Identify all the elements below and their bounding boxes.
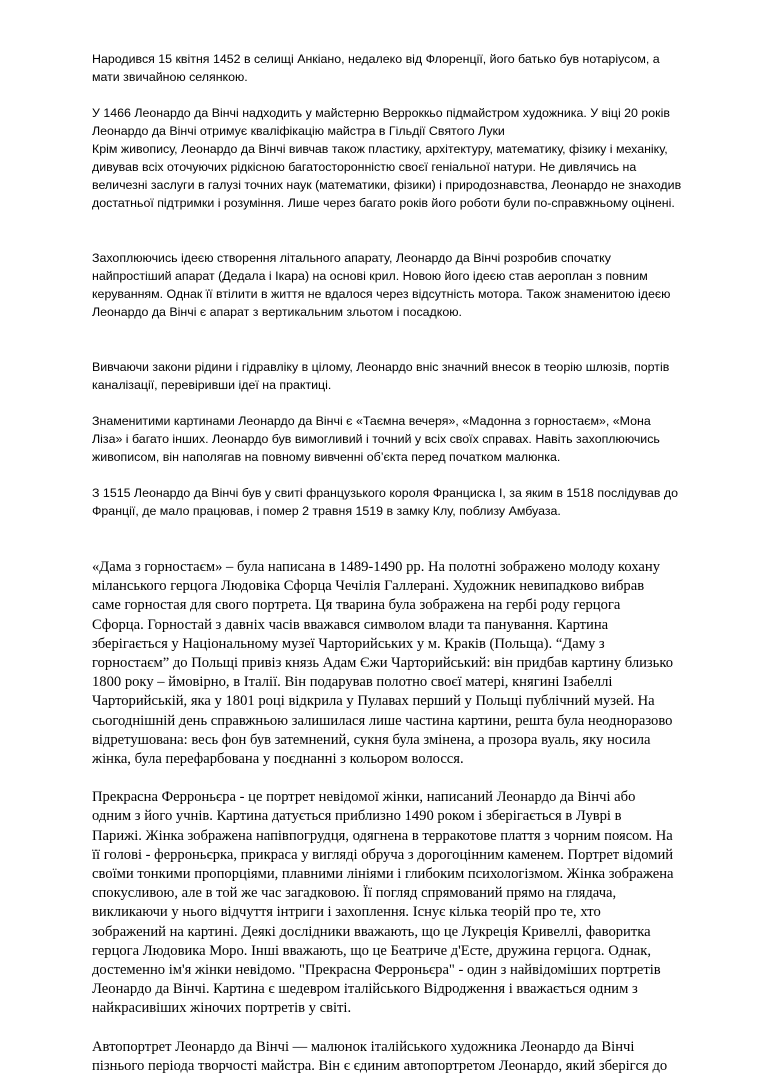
text-line: 1800 року – ймовірно, в Італії. Він подарував полотно своєї матері, княгині Ізабеллі <box>92 674 613 691</box>
text-line: горностаєм” до Польщі привіз князь Адам Єжи Чарторийський: він придбав картину близько <box>92 655 673 672</box>
text-line: Сфорца. Горностай з давніх часів вважався символом влади та панування. Картина <box>92 616 609 633</box>
text-line: викликаючи у нього відчуття інтриги і захоплення. Існує кілька теорій про те, хто <box>92 904 601 921</box>
text-line: її голові - ферроньєрка, прикраса у вигляді обруча з дорогоцінним каменем. Портрет відомий <box>92 846 674 863</box>
text-line: дивував всіх оточуючих рідкісною багатосторонністю своєї геніальної натури. Не дивлячись на <box>92 160 637 174</box>
text-line: своїми тонкими пропорціями, плавними лініями і глибоким психологізмом. Жінка зображена <box>92 866 674 883</box>
text-line: зображений на картині. Деякі дослідники вважають, що це Лукреція Кривеллі, фаворитка <box>92 923 651 940</box>
text-line: достатньої підтримки і розуміння. Лише через багато років його роботи були по-справжньому оцінені. <box>92 196 675 210</box>
text-line: саме горностая для свого портрета. Ця тварина була зображена на гербі роду герцога <box>92 597 621 614</box>
paragraph-france <box>92 484 718 520</box>
text-line: достеменно ім'я жінки невідомо. "Прекрасна Ферроньєра" - один з найвідоміших портретів <box>92 962 661 979</box>
text-line: «Дама з горностаєм» – була написана в 1489-1490 рр. На полотні зображено молоду кохану <box>92 559 661 575</box>
text-line: З 1515 Леонардо да Вінчі був у свиті французького короля Франциска I, за яким в 1518 послідував до <box>92 486 679 500</box>
text-line: Захоплюючись ідеєю створення літального апарату, Леонардо да Вінчі розробив спочатку <box>92 251 611 265</box>
text-line: Вивчаючи закони рідини і гідравліку в цілому, Леонардо вніс значний внесок в теорію шлюзів, портів <box>92 360 670 374</box>
text-line: керуванням. Однак її втілити в життя не вдалося через відсутність мотора. Також знаменитою ідеєю <box>92 287 671 301</box>
text-line: Знаменитими картинами Леонардо да Вінчі є «Таємна вечеря», «Мадонна з горностаєм», «Мона <box>92 414 651 428</box>
text-line: відретушована: весь фон був затемнений, сукня була змінена, а прозора вуаль, яку носила <box>92 731 651 748</box>
paragraph-ferroniere <box>92 788 718 1018</box>
paragraph-hydraulics <box>92 358 718 394</box>
text-line: Прекрасна Ферроньєра - це портрет невідомої жінки, написаний Леонардо да Вінчі або <box>92 789 636 806</box>
text-line: пізнього періода творчості майстра. Він є єдиним автопортретом Леонардо, який зберігся до <box>92 1057 668 1074</box>
text-line: Леонардо да Вінчі. Картина є шедевром італійського Відродження і вважається одним з <box>92 981 638 998</box>
text-line: каналізації, перевіривши ідеї на практиці. <box>92 378 332 392</box>
text-line: У 1466 Леонардо да Вінчі надходить у майстерню Верроккьо підмайстром художника. У віці 20 років <box>92 106 670 120</box>
text-line: Чарторийській, яка у 1801 році відкрила у Пулавах перший у Польщі публічний музей. На <box>92 693 655 710</box>
paragraph-flying <box>92 249 718 321</box>
text-line: спокусливою, але в той же час загадковою. Її погляд спрямований прямо на глядача, <box>92 885 617 902</box>
text-line: Леонардо да Вінчі є апарат з вертикальним зльотом і посадкою. <box>92 305 462 319</box>
text-line: Ліза» і багато інших. Леонардо був вимогливий і точний у всіх своїх справах. Навіть захоплюючись <box>92 432 660 446</box>
text-line: зберігається у Національному музеї Чарторийських у м. Краків (Польща). “Даму з <box>92 635 605 652</box>
text-line: Крім живопису, Леонардо да Вінчі вивчав також пластику, архітектуру, математику, фізику і механіку, <box>92 142 668 156</box>
paragraph-lady-ermine <box>92 558 718 769</box>
text-line: одним з його учнів. Картина датується приблизно 1490 роком і зберігається в Луврі в <box>92 808 622 825</box>
text-line: мати звичайною селянкою. <box>92 70 248 84</box>
paragraph-workshop <box>92 104 718 212</box>
text-line: герцога Людовика Моро. Інші вважають, що це Беатриче д'Есте, дружина герцога. Однак, <box>92 942 652 959</box>
paragraph-birth <box>92 50 718 86</box>
text-line: найпростіший апарат (Дедала і Ікара) на основі крил. Новою його ідеєю став аероплан з повним <box>92 269 648 283</box>
paragraph-paintings <box>92 412 718 466</box>
text-line: Леонардо да Вінчі отримує кваліфікацію майстра в Гільдії Святого Луки <box>92 124 505 138</box>
text-line: Автопортрет Леонардо да Вінчі — малюнок італійського художника Леонардо да Вінчі <box>92 1038 635 1055</box>
document-page <box>92 50 718 1076</box>
text-line: Народився 15 квітня 1452 в селищі Анкіано, недалеко від Флоренції, його батько був нотаріусом, а <box>92 52 660 66</box>
text-line: Парижі. Жінка зображена напівпогрудця, одягнена в терракотове плаття з чорним поясом. На <box>92 827 673 844</box>
text-line: живописом, він наполягав на повному вивченні об’єкта перед початком малюнка. <box>92 450 561 464</box>
text-line: найкрасивіших жіночих портретів у світі. <box>92 1000 352 1017</box>
text-line: жінка, була перефарбована у поєднанні з кольором волосся. <box>92 751 464 768</box>
paragraph-self-portrait <box>92 1038 718 1076</box>
text-line: величезні заслуги в галузі точних наук (математики, фізики) і природознавства, Леонардо не знаходив <box>92 178 682 192</box>
text-line: Франції, де мало працював, і помер 2 травня 1519 в замку Клу, поблизу Амбуаза. <box>92 504 561 518</box>
text-line: міланського герцога Людовіка Сфорца Чечілія Галлерані. Художник невипадково вибрав <box>92 578 645 595</box>
text-line: сьогоднішній день справжньою залишилася лише частина картини, решта була неодноразово <box>92 712 673 729</box>
